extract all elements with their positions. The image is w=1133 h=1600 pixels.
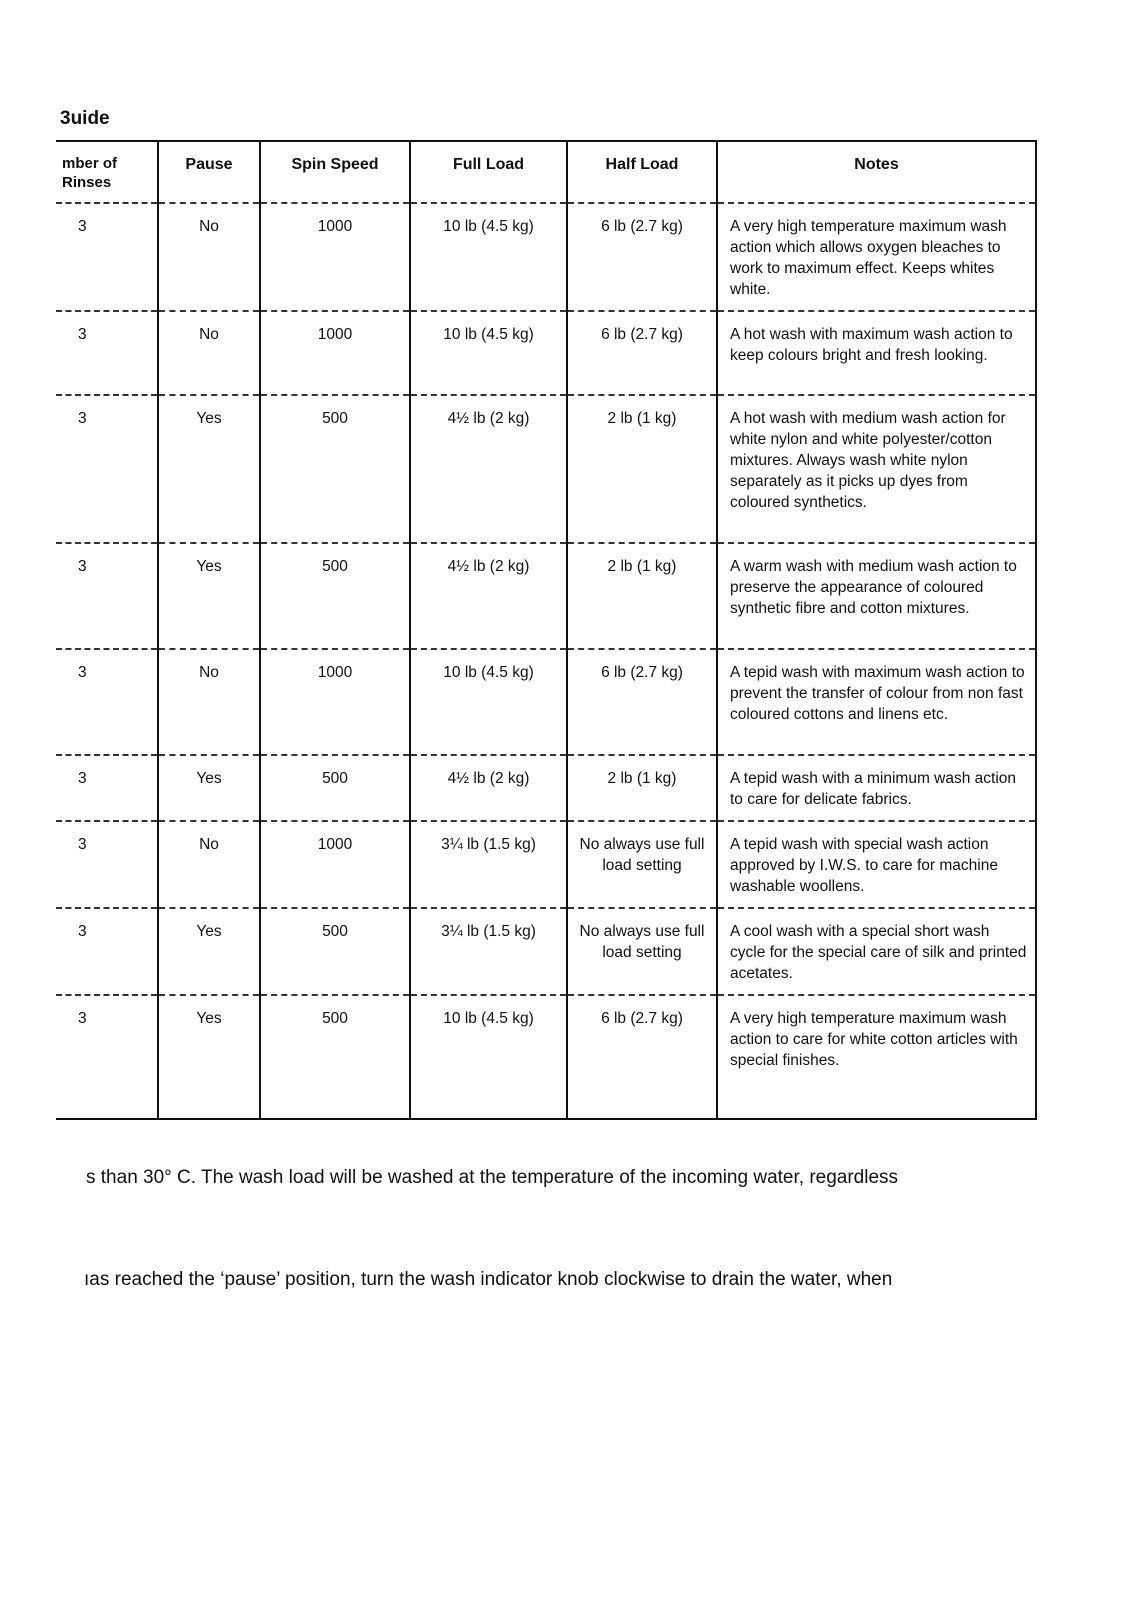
spin-speed-cell: 1000 — [260, 821, 410, 908]
rinses-cell: 3 — [56, 908, 158, 995]
header-pause: Pause — [158, 141, 260, 203]
header-full-load: Full Load — [410, 141, 567, 203]
pause-cell: Yes — [158, 995, 260, 1119]
full-load-cell: 3¼ lb (1.5 kg) — [410, 821, 567, 908]
spin-speed-cell: 500 — [260, 543, 410, 649]
table-row — [56, 311, 1036, 395]
rinses-cell: 3 — [56, 821, 158, 908]
rinses-cell: 3 — [56, 203, 158, 311]
full-load-cell: 10 lb (4.5 kg) — [410, 311, 567, 395]
rinses-cell: 3 — [56, 543, 158, 649]
notes-cell: A tepid wash with maximum wash action to prevent the transfer of colour from non fast coloured cottons and linens etc. — [717, 649, 1036, 755]
notes-cell: A hot wash with medium wash action for white nylon and white polyester/cotton mixtures. Always wash white nylon separately as it picks up dyes from coloured synthetics. — [717, 395, 1036, 543]
half-load-cell: 2 lb (1 kg) — [567, 543, 717, 649]
half-load-cell: 6 lb (2.7 kg) — [567, 203, 717, 311]
full-load-cell: 4½ lb (2 kg) — [410, 543, 567, 649]
rinses-cell: 3 — [56, 395, 158, 543]
page-title: 3uide — [60, 108, 110, 129]
notes-cell: A cool wash with a special short wash cycle for the special care of silk and printed acetates. — [717, 908, 1036, 995]
pause-cell: Yes — [158, 755, 260, 821]
pause-cell: No — [158, 311, 260, 395]
pause-cell: Yes — [158, 395, 260, 543]
pause-cell: No — [158, 821, 260, 908]
half-load-cell: 6 lb (2.7 kg) — [567, 649, 717, 755]
notes-cell: A warm wash with medium wash action to preserve the appearance of coloured synthetic fibre and cotton mixtures. — [717, 543, 1036, 649]
table-row — [56, 203, 1036, 311]
body-text-line: ıas reached the ‘pause’ position, turn the wash indicator knob clockwise to drain the water, when — [84, 1269, 893, 1290]
half-load-cell: No always use full load setting — [567, 908, 717, 995]
table-header-row — [56, 141, 1036, 203]
full-load-cell: 3¼ lb (1.5 kg) — [410, 908, 567, 995]
header-spin-speed: Spin Speed — [260, 141, 410, 203]
body-text-line: s than 30° C. The wash load will be washed at the temperature of the incoming water, regardless — [86, 1167, 899, 1188]
header-half-load: Half Load — [567, 141, 717, 203]
pause-cell: No — [158, 649, 260, 755]
header-rinses: mber of Rinses — [56, 141, 158, 203]
header-notes: Notes — [717, 141, 1036, 203]
rinses-cell: 3 — [56, 649, 158, 755]
rinses-cell: 3 — [56, 995, 158, 1119]
table-row — [56, 995, 1036, 1119]
rinses-cell: 3 — [56, 311, 158, 395]
full-load-cell: 10 lb (4.5 kg) — [410, 995, 567, 1119]
notes-cell: A tepid wash with a minimum wash action to care for delicate fabrics. — [717, 755, 1036, 821]
notes-cell: A tepid wash with special wash action approved by I.W.S. to care for machine washable woollens. — [717, 821, 1036, 908]
half-load-cell: 6 lb (2.7 kg) — [567, 995, 717, 1119]
pause-cell: No — [158, 203, 260, 311]
spin-speed-cell: 1000 — [260, 649, 410, 755]
full-load-cell: 4½ lb (2 kg) — [410, 755, 567, 821]
spin-speed-cell: 1000 — [260, 311, 410, 395]
wash-guide-table — [56, 140, 1037, 1120]
full-load-cell: 10 lb (4.5 kg) — [410, 203, 567, 311]
spin-speed-cell: 1000 — [260, 203, 410, 311]
spin-speed-cell: 500 — [260, 755, 410, 821]
half-load-cell: 2 lb (1 kg) — [567, 755, 717, 821]
spin-speed-cell: 500 — [260, 908, 410, 995]
spin-speed-cell: 500 — [260, 995, 410, 1119]
table-row — [56, 755, 1036, 821]
half-load-cell: No always use full load setting — [567, 821, 717, 908]
pause-cell: Yes — [158, 908, 260, 995]
table-row — [56, 395, 1036, 543]
table-row — [56, 543, 1036, 649]
spin-speed-cell: 500 — [260, 395, 410, 543]
table-row — [56, 649, 1036, 755]
table-row — [56, 821, 1036, 908]
table-row — [56, 908, 1036, 995]
full-load-cell: 4½ lb (2 kg) — [410, 395, 567, 543]
notes-cell: A hot wash with maximum wash action to keep colours bright and fresh looking. — [717, 311, 1036, 395]
pause-cell: Yes — [158, 543, 260, 649]
half-load-cell: 2 lb (1 kg) — [567, 395, 717, 543]
notes-cell: A very high temperature maximum wash action which allows oxygen bleaches to work to maximum effect. Keeps whites white. — [717, 203, 1036, 311]
notes-cell: A very high temperature maximum wash action to care for white cotton articles with special finishes. — [717, 995, 1036, 1119]
full-load-cell: 10 lb (4.5 kg) — [410, 649, 567, 755]
half-load-cell: 6 lb (2.7 kg) — [567, 311, 717, 395]
rinses-cell: 3 — [56, 755, 158, 821]
